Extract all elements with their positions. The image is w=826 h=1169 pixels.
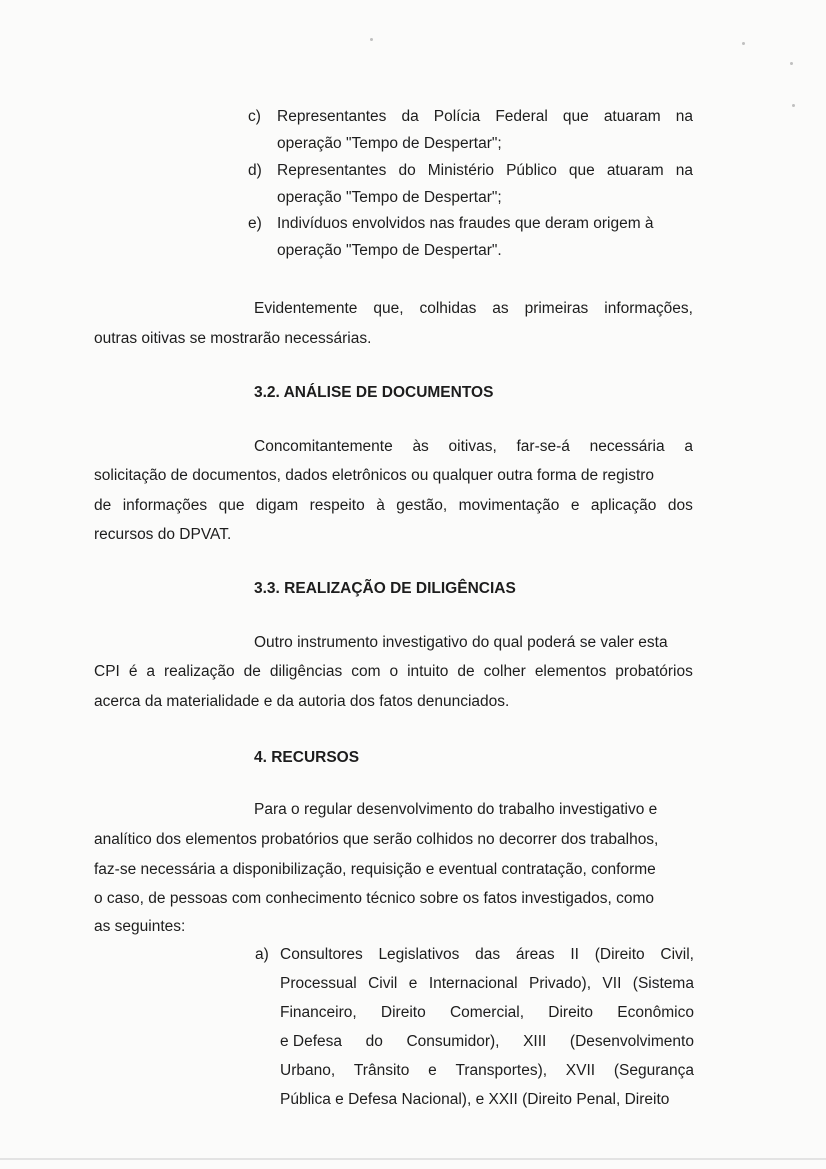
paragraph-concomitantemente-line3 [94, 496, 693, 516]
word: Transportes), [455, 1062, 548, 1079]
word: é [128, 663, 138, 680]
word: digam [255, 497, 299, 514]
paragraph-outro-line3: acerca da materialidade e da autoria dos fatos denunciados. [94, 693, 510, 710]
word: de [94, 497, 112, 514]
word: de [243, 663, 261, 680]
word: (Segurança [613, 1062, 694, 1079]
paragraph-regular-line1: Para o regular desenvolvimento do trabalho investigativo e [254, 801, 658, 818]
list-item-c-line1 [277, 107, 693, 127]
word: do [398, 162, 416, 179]
word: Ministério [427, 162, 495, 179]
paragraph-regular-line2: analítico dos elementos probatórios que serão colhidos no decorrer dos trabalhos, [94, 831, 659, 848]
scan-speck [742, 42, 745, 45]
word: que [562, 108, 589, 125]
scan-speck [790, 62, 793, 65]
paragraph-concomitantemente-line2: solicitação de documentos, dados eletrônicos ou qualquer outra forma de registro [94, 467, 655, 484]
word: gestão, [396, 497, 448, 514]
word: (Desenvolvimento [569, 1033, 694, 1050]
word: XVII [565, 1062, 596, 1079]
word: Representantes [277, 162, 387, 179]
word: à [376, 497, 385, 514]
word: Econômico [617, 1004, 694, 1021]
word: Evidentemente [254, 300, 358, 317]
word: de [457, 663, 475, 680]
paragraph-regular-line4: o caso, de pessoas com conhecimento técnico sobre os fatos investigados, como [94, 890, 655, 907]
paragraph-evidentemente-line1 [254, 299, 693, 319]
list-item-a-line6: Pública e Defesa Nacional), e XXII (Direito Penal, Direito [280, 1091, 670, 1108]
word: e [408, 975, 418, 992]
word: áreas [515, 946, 555, 963]
paragraph-outro-line2 [94, 662, 693, 682]
word: e [428, 1062, 437, 1079]
word: na [675, 108, 693, 125]
word: que [568, 162, 595, 179]
word: intuito [407, 663, 449, 680]
word: XIII [523, 1033, 547, 1050]
word: Financeiro, [280, 1004, 357, 1021]
word: necessária [589, 438, 665, 455]
section-heading-3-3: 3.3. REALIZAÇÃO DE DILIGÊNCIAS [254, 580, 516, 597]
word: que, [373, 300, 404, 317]
word: na [675, 162, 693, 179]
list-item-a-line1 [280, 945, 694, 965]
word: Privado), [528, 975, 592, 992]
word: com [351, 663, 381, 680]
word: a [146, 663, 156, 680]
word: Direito [548, 1004, 594, 1021]
section-heading-4: 4. RECURSOS [254, 749, 360, 766]
word: elementos [534, 663, 607, 680]
paragraph-concomitantemente-line4: recursos do DPVAT. [94, 526, 232, 543]
word: colhidas [419, 300, 477, 317]
word: dos [667, 497, 693, 514]
list-marker-d: d) [248, 162, 262, 179]
word: Trânsito [353, 1062, 410, 1079]
word: Urbano, [280, 1062, 336, 1079]
list-marker-a: a) [255, 946, 269, 963]
word: às [412, 438, 429, 455]
word: CPI [94, 663, 120, 680]
list-marker-e: e) [248, 215, 262, 232]
word: informações, [604, 300, 693, 317]
word: atuaram [606, 162, 664, 179]
list-item-a-line3 [280, 1003, 694, 1023]
word: Direito [380, 1004, 426, 1021]
scan-speck [792, 104, 795, 107]
list-item-d-line1 [277, 161, 693, 181]
word: oitivas, [448, 438, 497, 455]
word: atuaram [603, 108, 661, 125]
section-heading-3-2: 3.2. ANÁLISE DE DOCUMENTOS [254, 384, 494, 401]
paragraph-regular-line3: faz-se necessária a disponibilização, requisição e eventual contratação, conforme [94, 861, 656, 878]
word: informações [122, 497, 208, 514]
word: (Direito [594, 946, 645, 963]
word: do [365, 1033, 383, 1050]
list-item-a-line4 [280, 1032, 694, 1052]
word: II [570, 946, 579, 963]
paragraph-concomitantemente-line1 [254, 437, 693, 457]
scan-speck [370, 38, 373, 41]
word: Concomitantemente [254, 438, 393, 455]
word: Consumidor), [406, 1033, 500, 1050]
word: Processual [280, 975, 357, 992]
word: aplicação [590, 497, 657, 514]
list-item-c-line2: operação "Tempo de Despertar"; [277, 135, 502, 152]
paragraph-evidentemente-line2: outras oitivas se mostrarão necessárias. [94, 330, 372, 347]
word: respeito [309, 497, 365, 514]
word: a [684, 438, 693, 455]
word: Público [506, 162, 557, 179]
word: que [218, 497, 245, 514]
word: movimentação [458, 497, 560, 514]
word: Legislativos [378, 946, 460, 963]
word: o [389, 663, 399, 680]
word: Federal [495, 108, 548, 125]
paragraph-outro-line1: Outro instrumento investigativo do qual poderá se valer esta [254, 634, 668, 651]
word: das [475, 946, 501, 963]
word: VII [602, 975, 622, 992]
word: Comercial, [449, 1004, 525, 1021]
word: e Defesa [280, 1033, 343, 1050]
list-item-e-line1: Indivíduos envolvidos nas fraudes que deram origem à [277, 215, 654, 232]
word: primeiras [524, 300, 589, 317]
word: e [570, 497, 580, 514]
paragraph-regular-line5: as seguintes: [94, 918, 186, 935]
word: Civil, [660, 946, 694, 963]
word: as [492, 300, 509, 317]
list-item-a-line2 [280, 974, 694, 994]
word: far-se-á [516, 438, 570, 455]
word: realização [164, 663, 235, 680]
word: Representantes [277, 108, 387, 125]
word: probatórios [615, 663, 693, 680]
page-bottom-edge [0, 1158, 826, 1160]
word: (Sistema [632, 975, 694, 992]
list-item-a-line5 [280, 1061, 694, 1081]
word: Polícia [433, 108, 481, 125]
list-marker-c: c) [248, 108, 261, 125]
word: da [401, 108, 419, 125]
word: Civil [368, 975, 398, 992]
word: diligências [269, 663, 343, 680]
list-item-e-line2: operação "Tempo de Despertar". [277, 242, 502, 259]
list-item-d-line2: operação "Tempo de Despertar"; [277, 189, 502, 206]
word: Consultores [280, 946, 363, 963]
word: Internacional [428, 975, 518, 992]
word: colher [483, 663, 526, 680]
